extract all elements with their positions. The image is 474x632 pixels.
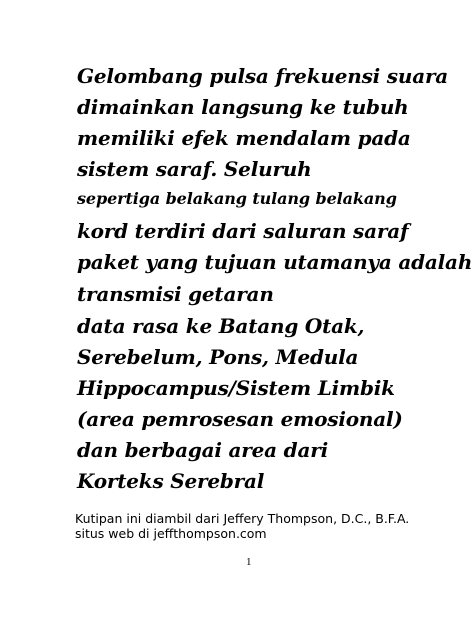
text-line-1: Gelombang pulsa frekuensi suara <box>77 64 449 88</box>
text-line-10: Serebelum, Pons, Medula <box>77 345 359 369</box>
page-number: 1 <box>246 556 252 568</box>
text-line-9: data rasa ke Batang Otak, <box>77 314 365 338</box>
citation <box>75 511 409 541</box>
text-line-8: transmisi getaran <box>77 282 274 306</box>
text-line-13: dan berbagai area dari <box>77 438 328 462</box>
text-line-2: dimainkan langsung ke tubuh <box>77 95 409 119</box>
text-line-7: paket yang tujuan utamanya adalah <box>77 250 473 274</box>
text-line-5: sepertiga belakang tulang belakang <box>77 189 397 208</box>
text-line-3: memiliki efek mendalam pada <box>77 126 411 150</box>
text-line-6: kord terdiri dari saluran saraf <box>77 219 409 243</box>
citation-line-2: situs web di jeffthompson.com <box>75 526 267 541</box>
text-line-14: Korteks Serebral <box>77 469 265 493</box>
citation-line-1: Kutipan ini diambil dari Jeffery Thompson, D.C., B.F.A. <box>75 511 410 526</box>
text-line-11: Hippocampus/Sistem Limbik <box>77 376 395 400</box>
text-line-12: (area pemrosesan emosional) <box>77 407 403 431</box>
text-line-4: sistem saraf. Seluruh <box>77 157 312 181</box>
